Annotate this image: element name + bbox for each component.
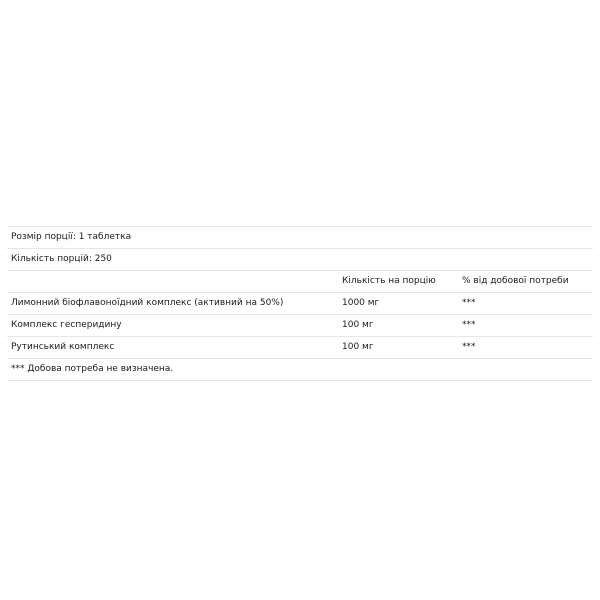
ingredient-name: Комплекс гесперидину <box>11 320 122 330</box>
ingredient-amount: 1000 мг <box>342 298 380 308</box>
ingredient-name: Лимонний біофлавоноїдний комплекс (активний на 50%) <box>11 298 284 308</box>
ingredient-daily-value: *** <box>462 298 476 308</box>
servings-count-text: Кількість порцій: 250 <box>11 254 112 264</box>
servings-count-row <box>7 249 593 271</box>
table-row <box>7 315 593 337</box>
serving-size-text: Розмір порції: 1 таблетка <box>11 232 132 242</box>
table-row <box>7 293 593 315</box>
supplement-facts-table <box>7 226 593 381</box>
header-amount: Кількість на порцію <box>342 276 436 286</box>
ingredient-daily-value: *** <box>462 342 476 352</box>
ingredient-amount: 100 мг <box>342 342 374 352</box>
table-row <box>7 337 593 359</box>
serving-size-row <box>7 227 593 249</box>
ingredient-name: Рутинський комплекс <box>11 342 115 352</box>
footnote-row <box>7 359 593 381</box>
ingredient-amount: 100 мг <box>342 320 374 330</box>
header-daily-value: % від добової потреби <box>462 276 569 286</box>
table-header-row <box>7 271 593 293</box>
ingredient-daily-value: *** <box>462 320 476 330</box>
footnote-text: *** Добова потреба не визначена. <box>11 364 174 374</box>
